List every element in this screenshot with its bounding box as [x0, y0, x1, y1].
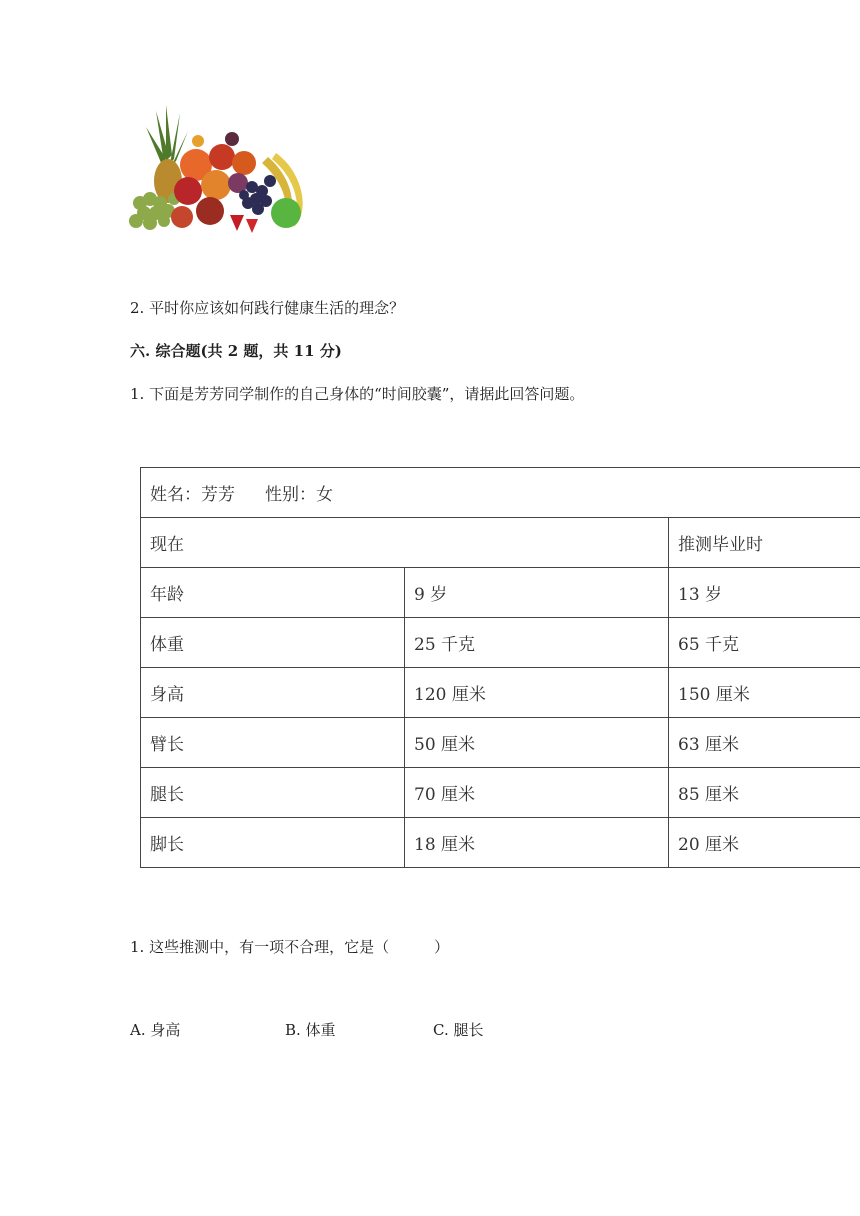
row-now: 9 岁 [405, 568, 669, 618]
row-future: 20 厘米 [669, 818, 860, 868]
row-now: 120 厘米 [405, 668, 669, 718]
identity-cell [141, 468, 860, 518]
gender-label: 性别：女 [265, 485, 333, 505]
row-now: 50 厘米 [405, 718, 669, 768]
row-item: 腿长 [141, 768, 405, 818]
problem-1-intro: 1. 下面是芳芳同学制作的自己身体的“时间胶囊”，请据此回答问题。 [130, 385, 585, 403]
row-future: 13 岁 [669, 568, 860, 618]
row-now: 25 千克 [405, 618, 669, 668]
option-b: B. 体重 [285, 1021, 336, 1039]
row-now: 70 厘米 [405, 768, 669, 818]
question-2: 2. 平时你应该如何践行健康生活的理念？ [130, 299, 405, 317]
option-a: A. 身高 [130, 1021, 181, 1039]
table-row [141, 668, 860, 718]
table-header-row [141, 518, 860, 568]
row-item: 脚长 [141, 818, 405, 868]
table-row-identity [141, 468, 860, 518]
table-row [141, 618, 860, 668]
row-now: 18 厘米 [405, 818, 669, 868]
header-future: 推测毕业时 [669, 518, 860, 568]
table-row [141, 568, 860, 618]
option-c: C. 腿长 [433, 1021, 484, 1039]
subquestion-1: 1. 这些推测中，有一项不合理，它是（ ） [130, 938, 450, 956]
section-6-title: 六. 综合题(共 2 题，共 11 分) [130, 342, 342, 360]
name-label: 姓名：芳芳 [150, 485, 235, 505]
header-now: 现在 [141, 518, 669, 568]
row-future: 63 厘米 [669, 718, 860, 768]
table-row [141, 718, 860, 768]
fruit-pile-image [126, 103, 310, 237]
row-future: 150 厘米 [669, 668, 860, 718]
row-item: 体重 [141, 618, 405, 668]
table-row [141, 818, 860, 868]
row-future: 85 厘米 [669, 768, 860, 818]
row-item: 身高 [141, 668, 405, 718]
row-item: 年龄 [141, 568, 405, 618]
table-row [141, 768, 860, 818]
row-future: 65 千克 [669, 618, 860, 668]
row-item: 臂长 [141, 718, 405, 768]
time-capsule-table [140, 467, 860, 868]
